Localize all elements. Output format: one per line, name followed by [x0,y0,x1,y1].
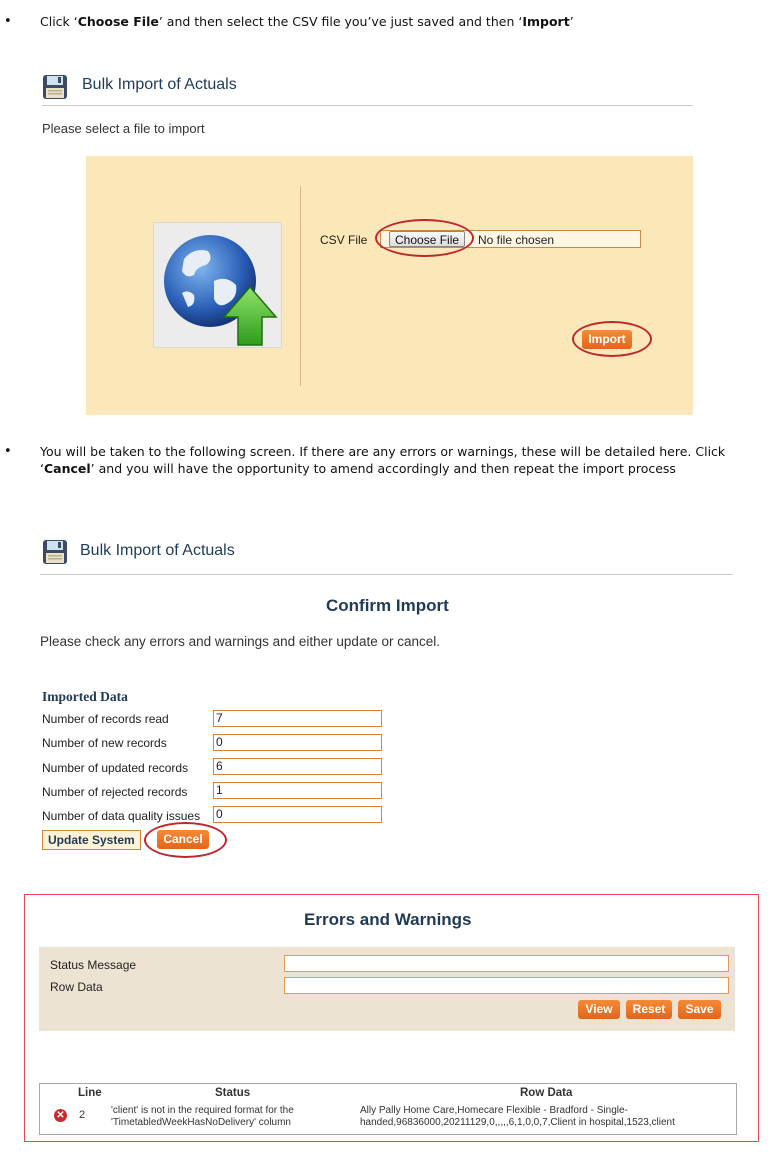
bullet-dot: • [4,444,12,459]
choose-file-highlight [375,219,474,257]
instruction-bullet-2 [4,443,779,479]
updated-records-value: 6 [213,758,382,775]
error-x-icon: ✕ [54,1109,67,1122]
row-data-label: Row Data [50,980,103,994]
errors-warnings-title: Errors and Warnings [304,910,472,929]
panel1-divider [42,105,693,106]
cancel-emphasis: Cancel [43,461,91,476]
globe-upload-arrow-icon [154,223,281,347]
new-records-value: 0 [213,734,382,751]
update-system-button[interactable]: Update System [42,830,141,850]
rejected-records-value: 1 [213,782,382,799]
status-message-label: Status Message [50,958,137,972]
instruction-text: Click ‘Choose File’ and then select the CSV file you’ve just saved and then ‘Import’ [40,14,574,29]
cancel-highlight [144,822,227,858]
error-row-data-line2: handed,96836000,20211129,0,,,,,6,1,0,0,7,Client in hospital,1523,client [360,1117,675,1128]
panel-divider [300,186,301,386]
csv-file-label: CSV File [320,233,368,247]
error-status-line2: 'TimetabledWeekHasNoDelivery' column [111,1117,291,1128]
error-row-data-line1: Ally Pally Home Care,Homecare Flexible - Bradford - Single- [360,1105,628,1116]
table-header-line: Line [78,1087,102,1099]
errors-warnings-frame [24,894,759,1142]
records-read-label: Number of records read [42,712,169,726]
confirm-import-title: Confirm Import [326,596,449,615]
panel1-subtitle: Please select a file to import [42,121,205,136]
data-quality-issues-label: Number of data quality issues [42,809,201,823]
records-read-value: 7 [213,710,382,727]
upload-panel [86,156,693,415]
row-data-field[interactable] [284,977,729,994]
confirm-instructions: Please check any errors and warnings and either update or cancel. [40,634,440,649]
globe-upload-illustration [153,222,282,348]
data-quality-issues-value: 0 [213,806,382,823]
reset-button[interactable]: Reset [626,1000,672,1019]
cancel-button[interactable]: Cancel [157,830,209,849]
rejected-records-label: Number of rejected records [42,785,188,799]
panel2-divider [40,574,733,575]
instruction-text: You will be taken to the following screen. If there are any errors or warnings, these will be detailed here. Click ‘Cancel’ and you will have the opportunity to amend accordingly and then repeat the import process [40,444,726,476]
errors-table [39,1083,737,1135]
status-message-field[interactable] [284,955,729,972]
errors-filter-panel [39,947,735,1031]
save-button[interactable]: Save [678,1000,721,1019]
view-button[interactable]: View [578,1000,620,1019]
imported-data-heading: Imported Data [42,689,128,704]
error-status-line1: 'client' is not in the required format for the [111,1105,294,1116]
choose-file-emphasis: Choose File [77,14,159,29]
error-line-number: 2 [79,1109,86,1121]
bullet-dot: • [4,14,12,29]
new-records-label: Number of new records [42,736,167,750]
panel2-title: Bulk Import of Actuals [80,542,235,559]
floppy-disk-icon [42,74,68,100]
table-header-row-data: Row Data [520,1087,573,1099]
instruction-bullet-1 [4,13,774,31]
panel1-title: Bulk Import of Actuals [82,76,237,93]
updated-records-label: Number of updated records [42,761,189,775]
table-header-status: Status [215,1087,251,1099]
import-button[interactable]: Import [582,330,632,349]
import-emphasis: Import [522,14,570,29]
floppy-disk-icon [42,539,68,565]
choose-file-button[interactable]: Choose File [389,231,465,247]
import-highlight [572,321,652,357]
no-file-chosen-text: No file chosen [478,233,555,247]
